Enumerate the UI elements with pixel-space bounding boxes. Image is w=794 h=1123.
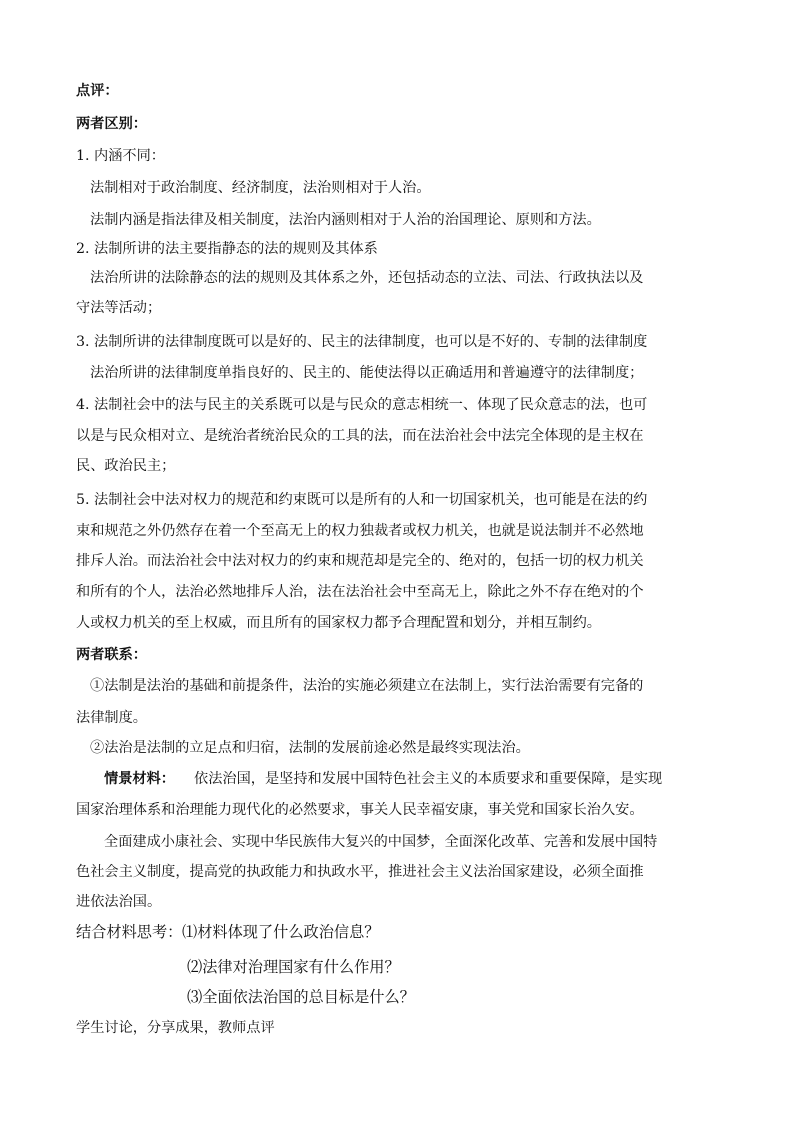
connection-item: ①法制是法治的基础和前提条件，法治的实施必须建立在法制上，实行法治需要有完备的 — [90, 678, 644, 694]
review-heading: 点评： — [76, 83, 119, 99]
difference-2-line: 法治所讲的法除静态的法的规则及其体系之外，还包括动态的立法、司法、行政执法以及 — [90, 270, 644, 286]
scenario-text: 国家治理体系和治理能力现代化的必然要求，事关人民幸福安康，事关党和国家长治久安。 — [76, 802, 644, 818]
scenario-text: 进依法治国。 — [76, 894, 162, 910]
scenario-text: 色社会主义制度，提高党的执政能力和执政水平，推进社会主义法治国家建设，必须全面推 — [76, 864, 644, 880]
difference-5-line: 束和规范之外仍然存在着一个至高无上的权力独裁者或权力机关，也就是说法制并不必然地 — [76, 523, 644, 539]
connection-item: 法律制度。 — [76, 710, 147, 726]
question-item: ⑵法律对治理国家有什么作用？ — [187, 958, 400, 976]
difference-5-line: 排斥人治。而法治社会中法对权力的约束和规范却是完全的、绝对的，包括一切的权力机关 — [76, 553, 644, 569]
difference-1-title: 1. 内涵不同： — [76, 148, 165, 164]
scenario-text: 依法治国，是坚持和发展中国特色社会主义的本质要求和重要保障，是实现 — [194, 771, 663, 787]
scenario-label: 情景材料： — [104, 771, 175, 787]
difference-2-line: 守法等活动； — [76, 300, 162, 316]
classroom-activity: 学生讨论，分享成果，教师点评 — [76, 1020, 275, 1036]
difference-4-line: 民、政治民主； — [76, 458, 176, 474]
question-item: ⑴材料体现了什么政治信息？ — [182, 923, 380, 941]
difference-2-title: 2. 法制所讲的法主要指静态的法的规则及其体系 — [76, 241, 378, 257]
connection-heading: 两者联系： — [76, 647, 147, 663]
difference-5-title: 5. 法制社会中法对权力的规范和约束既可以是所有的人和一切国家机关，也可能是在法的约 — [76, 492, 648, 508]
difference-4-title: 4. 法制社会中的法与民主的关系既可以是与民众的意志相统一、体现了民众意志的法，也可 — [76, 397, 648, 413]
difference-3-title: 3. 法制所讲的法律制度既可以是好的、民主的法律制度，也可以是不好的、专制的法律制度 — [76, 334, 648, 350]
scenario-text: 全面建成小康社会、实现中华民族伟大复兴的中国梦，全面深化改革、完善和发展中国特 — [104, 834, 658, 850]
difference-4-line: 以是与民众相对立、是统治者统治民众的工具的法，而在法治社会中法完全体现的是主权在 — [76, 428, 644, 444]
difference-5-line: 人或权力机关的至上权威，而且所有的国家权力都予合理配置和划分，并相互制约。 — [76, 615, 601, 631]
difference-3-line: 法治所讲的法律制度单指良好的、民主的、能使法得以正确适用和普遍遵守的法律制度； — [90, 365, 644, 381]
difference-1-line: 法制内涵是指法律及相关制度，法治内涵则相对于人治的治国理论、原则和方法。 — [90, 212, 601, 228]
difference-1-line: 法制相对于政治制度、经济制度，法治则相对于人治。 — [90, 180, 431, 196]
connection-item: ②法治是法制的立足点和归宿，法制的发展前途必然是最终实现法治。 — [90, 740, 530, 756]
question-prompt: 结合材料思考： — [76, 923, 183, 941]
question-item: ⑶全面依法治国的总目标是什么？ — [187, 988, 415, 1006]
difference-heading: 两者区别： — [76, 116, 147, 132]
difference-5-line: 和所有的个人，法治必然地排斥人治，法在法治社会中至高无上，除此之外不存在绝对的个 — [76, 584, 644, 600]
